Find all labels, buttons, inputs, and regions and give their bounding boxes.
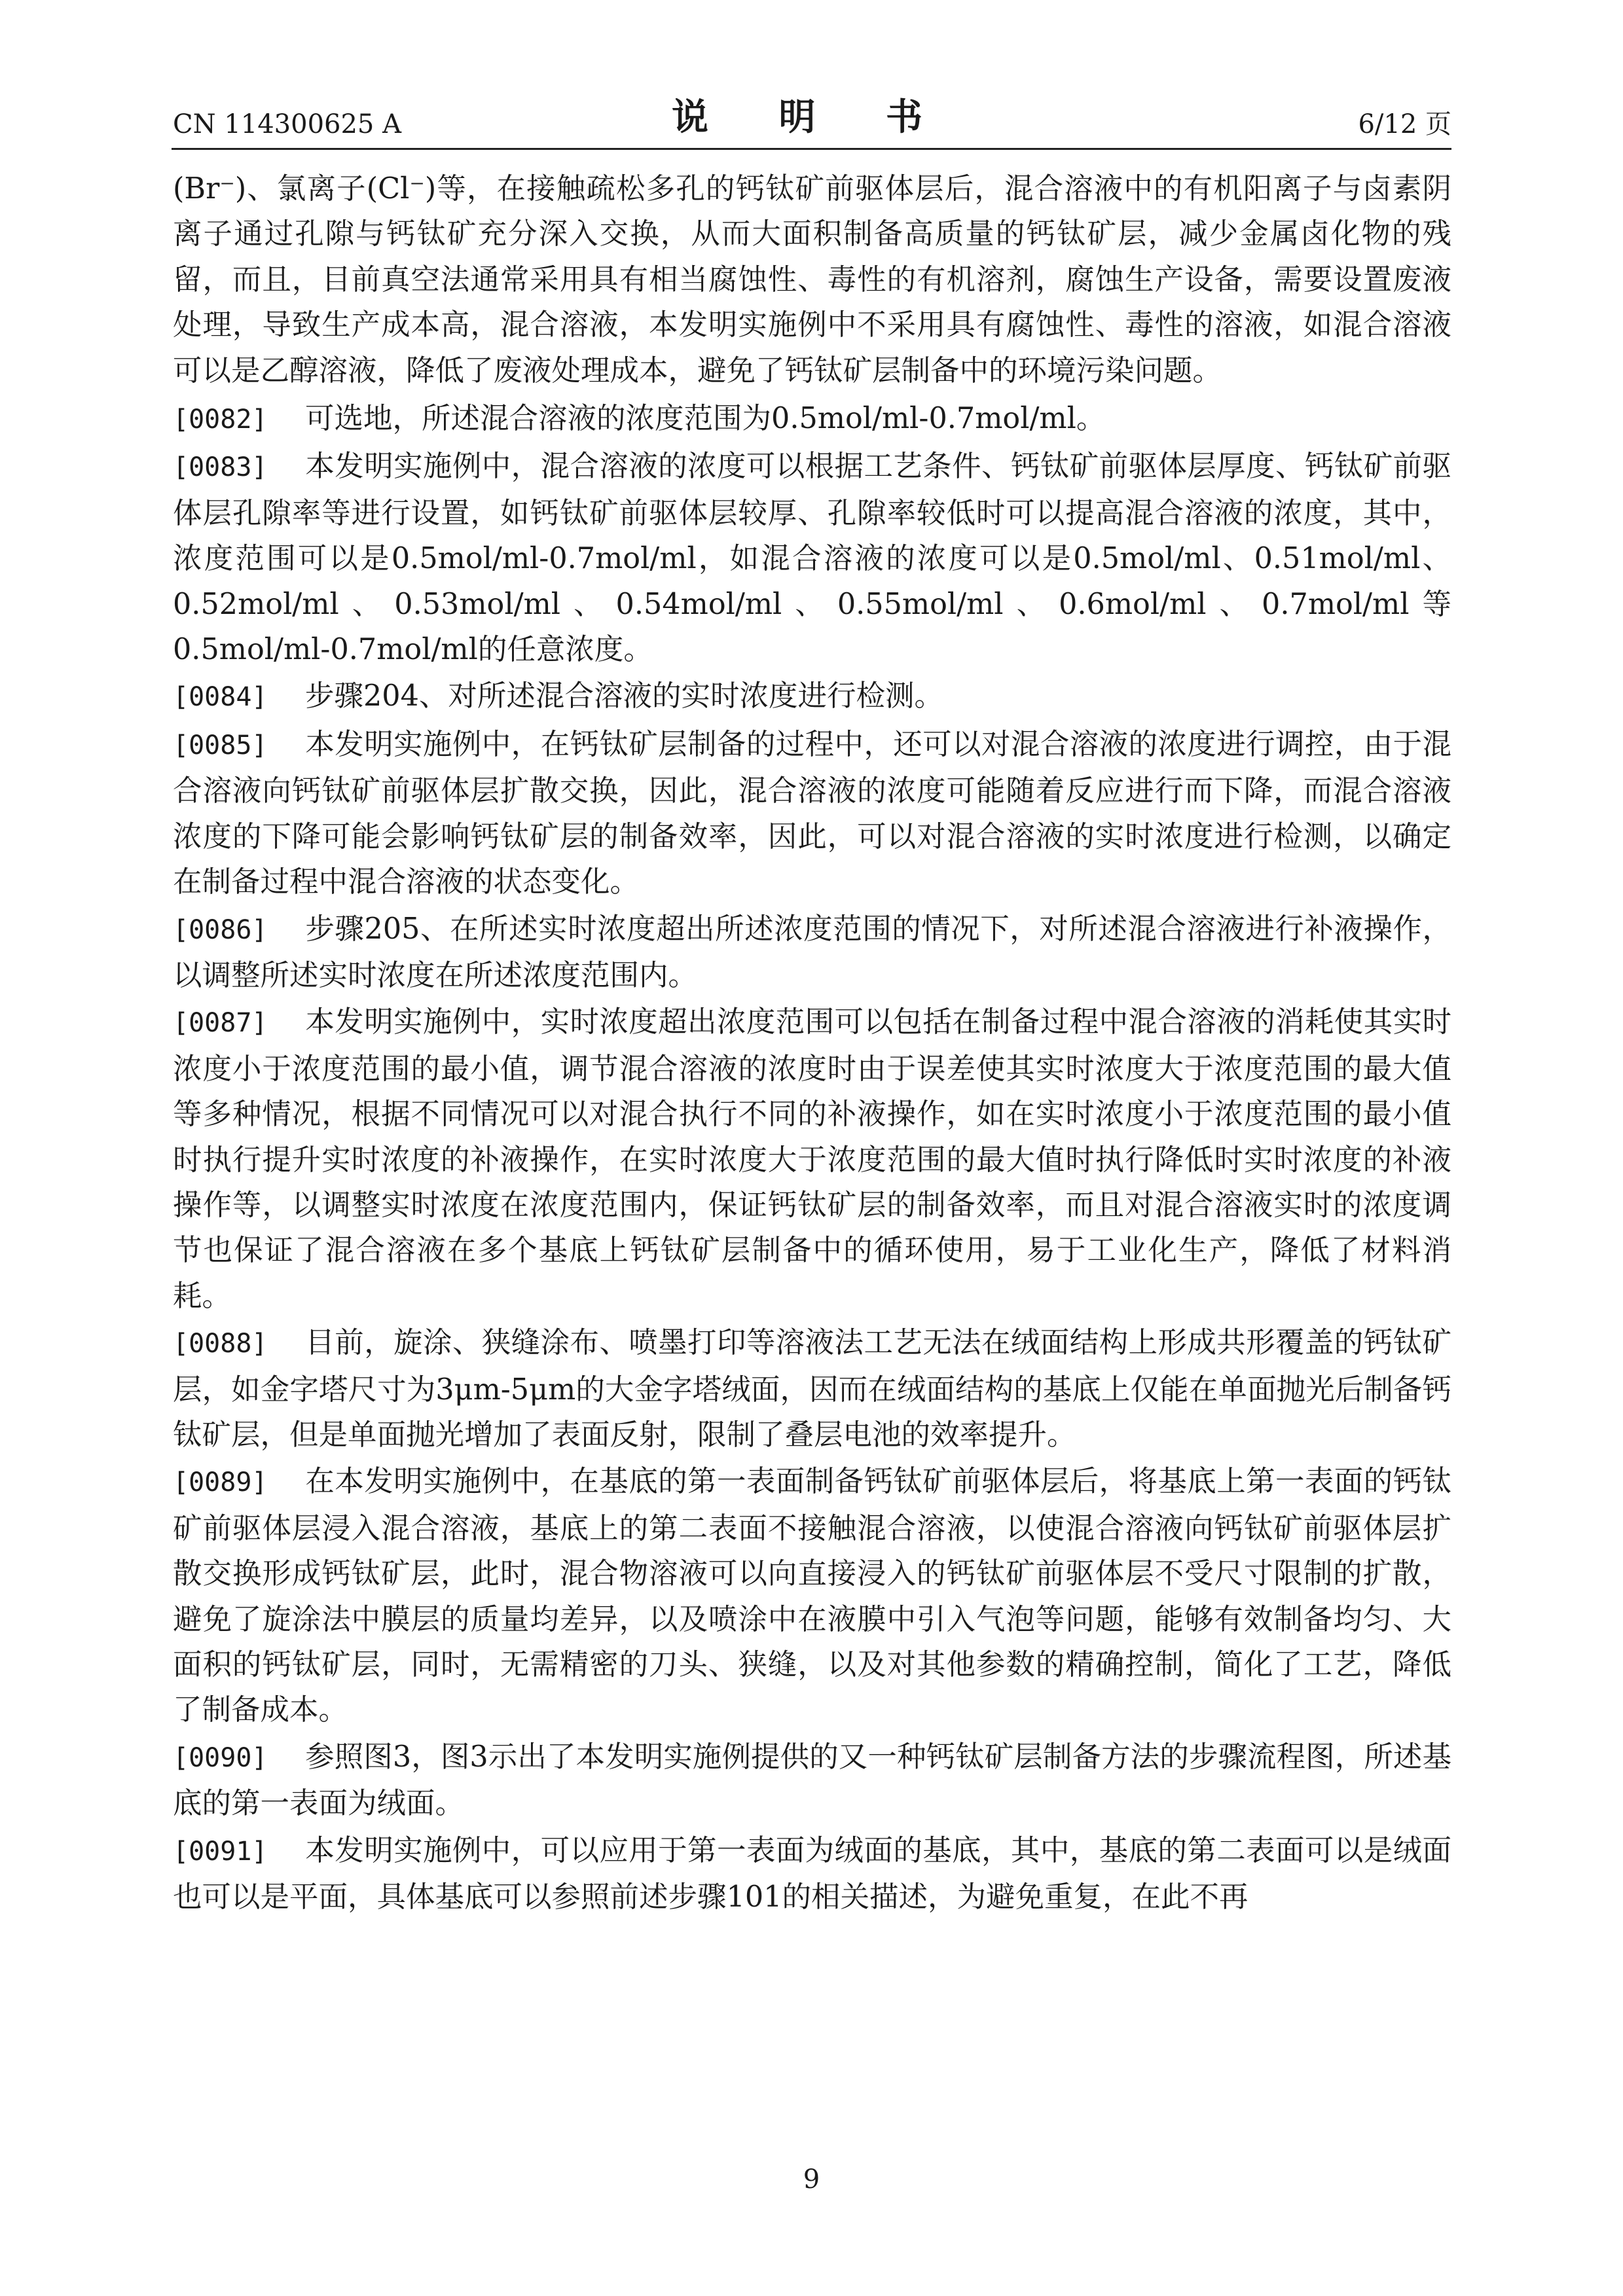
publication-number: CN 114300625 A xyxy=(173,109,401,139)
paragraph-number: [0085] xyxy=(173,730,268,761)
paragraph-text: 本发明实施例中，可以应用于第一表面为绒面的基底，其中，基底的第二表面可以是绒面也可以是平面，具体基底可以参照前述步骤101的相关描述，为避免重复，在此不再 xyxy=(173,1833,1451,1914)
document-title: 说 明 书 xyxy=(672,96,951,139)
paragraph-0084 xyxy=(173,673,1451,720)
paragraph-0085 xyxy=(173,722,1451,905)
paragraph-0091 xyxy=(173,1828,1451,1920)
paragraph-number: [0089] xyxy=(173,1467,268,1498)
paragraph-number: [0083] xyxy=(173,452,268,483)
paragraph-text: 本发明实施例中，在钙钛矿层制备的过程中，还可以对混合溶液的浓度进行调控，由于混合溶液向钙钛矿前驱体层扩散交换，因此，混合溶液的浓度可能随着反应进行而下降，而混合溶液浓度的下降可能会影响钙钛矿层的制备效率，因此，可以对混合溶液的实时浓度进行检测，以确定在制备过程中混合溶液的状态变化。 xyxy=(173,727,1451,899)
paragraph-0082 xyxy=(173,396,1451,442)
paragraph-0090 xyxy=(173,1734,1451,1827)
paragraph-number: [0082] xyxy=(173,404,268,435)
paragraph-0087 xyxy=(173,999,1451,1319)
paragraph-text: (Br⁻)、氯离子(Cl⁻)等，在接触疏松多孔的钙钛矿前驱体层后，混合溶液中的有机阳离子与卤素阴离子通过孔隙与钙钛矿充分深入交换，从而大面积制备高质量的钙钛矿层，减少金属卤化物的残留，而且，目前真空法通常采用具有相当腐蚀性、毒性的有机溶剂，腐蚀生产设备，需要设置废液处理，导致生产成本高，混合溶液，本发明实施例中不采用具有腐蚀性、毒性的溶液，如混合溶液可以是乙醇溶液，降低了废液处理成本，避免了钙钛矿层制备中的环境污染问题。 xyxy=(173,172,1451,387)
paragraph-text: 本发明实施例中，实时浓度超出浓度范围可以包括在制备过程中混合溶液的消耗使其实时浓度小于浓度范围的最小值，调节混合溶液的浓度时由于误差使其实时浓度大于浓度范围的最大值等多种情况，根据不同情况可以对混合执行不同的补液操作，如在实时浓度小于浓度范围的最小值时执行提升实时浓度的补液操作，在实时浓度大于浓度范围的最大值时执行降低时实时浓度的补液操作等，以调整实时浓度在浓度范围内，保证钙钛矿层的制备效率，而且对混合溶液实时的浓度调节也保证了混合溶液在多个基底上钙钛矿层制备中的循环使用，易于工业化生产，降低了材料消耗。 xyxy=(173,1005,1451,1313)
paragraph-number: [0087] xyxy=(173,1008,268,1039)
paragraph-text: 步骤204、对所述混合溶液的实时浓度进行检测。 xyxy=(305,679,943,713)
description-body xyxy=(173,166,1451,1921)
paragraph-text: 目前，旋涂、狭缝涂布、喷墨打印等溶液法工艺无法在绒面结构上形成共形覆盖的钙钛矿层，如金字塔尺寸为3μm-5μm的大金字塔绒面，因而在绒面结构的基底上仅能在单面抛光后制备钙钛矿层，但是单面抛光增加了表面反射，限制了叠层电池的效率提升。 xyxy=(173,1326,1451,1452)
paragraph-0086 xyxy=(173,906,1451,999)
paragraph-number: [0084] xyxy=(173,682,268,713)
paragraph-number: [0090] xyxy=(173,1742,268,1773)
paragraph-0089 xyxy=(173,1459,1451,1732)
paragraph-number: [0086] xyxy=(173,914,268,945)
paragraph-number: [0091] xyxy=(173,1836,268,1867)
paragraph-text: 在本发明实施例中，在基底的第一表面制备钙钛矿前驱体层后，将基底上第一表面的钙钛矿前驱体层浸入混合溶液，基底上的第二表面不接触混合溶液，以使混合溶液向钙钛矿前驱体层扩散交换形成钙钛矿层，此时，混合物溶液可以向直接浸入的钙钛矿前驱体层不受尺寸限制的扩散，避免了旋涂法中膜层的质量均差异，以及喷涂中在液膜中引入气泡等问题，能够有效制备均匀、大面积的钙钛矿层，同时，无需精密的刀头、狭缝，以及对其他参数的精确控制，简化了工艺，降低了制备成本。 xyxy=(173,1465,1451,1727)
paragraph-text: 参照图3，图3示出了本发明实施例提供的又一种钙钛矿层制备方法的步骤流程图，所述基底的第一表面为绒面。 xyxy=(173,1740,1451,1821)
page-number: 9 xyxy=(803,2164,820,2195)
paragraph-number: [0088] xyxy=(173,1329,268,1359)
page-indicator: 6/12 页 xyxy=(1358,109,1451,139)
paragraph-continued xyxy=(173,166,1451,393)
paragraph-text: 可选地，所述混合溶液的浓度范围为0.5mol/ml-0.7mol/ml。 xyxy=(305,402,1106,436)
paragraph-0088 xyxy=(173,1320,1451,1458)
paragraph-text: 本发明实施例中，混合溶液的浓度可以根据工艺条件、钙钛矿前驱体层厚度、钙钛矿前驱体层孔隙率等进行设置，如钙钛矿前驱体层较厚、孔隙率较低时可以提高混合溶液的浓度，其中，浓度范围可以是0.5mol/ml-0.7mol/ml，如混合溶液的浓度可以是0.5mol/ml、0.51mol/ml、0.52mol/ml、0.53mol/ml、0.54mol/ml、0.55mol/ml、0.6mol/ml、0.7mol/ml等0.5mol/ml-0.7mol/ml的任意浓度。 xyxy=(173,450,1451,667)
header-divider xyxy=(172,148,1451,150)
paragraph-text: 步骤205、在所述实时浓度超出所述浓度范围的情况下，对所述混合溶液进行补液操作，以调整所述实时浓度在所述浓度范围内。 xyxy=(173,912,1451,992)
paragraph-0083 xyxy=(173,444,1451,672)
